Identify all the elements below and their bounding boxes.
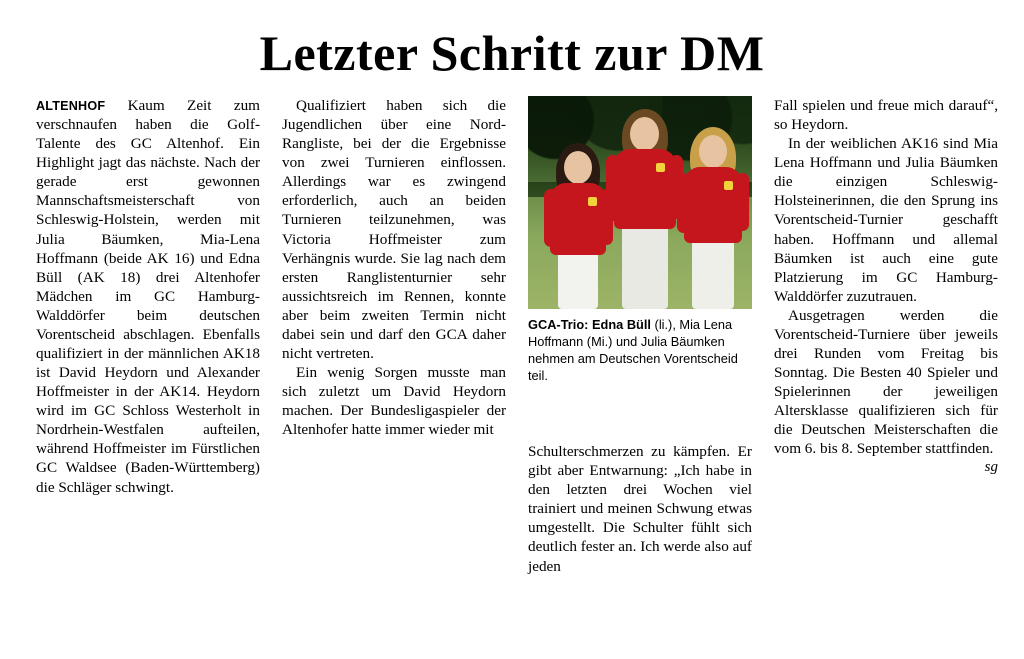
person-julia-baeumken [676, 125, 750, 309]
caption-spacer [528, 384, 752, 442]
photo-caption-lead: GCA-Trio: Edna Büll [528, 317, 651, 332]
article-photo [528, 96, 752, 309]
legs [692, 239, 734, 309]
author-signature: sg [984, 459, 998, 476]
column-1 [36, 96, 260, 576]
person-mia-lena-hoffmann [604, 109, 684, 309]
column-3 [528, 96, 752, 576]
head [699, 135, 727, 168]
legs [622, 225, 668, 309]
paragraph-1 [36, 96, 260, 497]
club-logo-icon [588, 197, 597, 206]
dateline: ALTENHOF [36, 99, 106, 113]
legs [558, 251, 598, 309]
photo-caption-rest: (li.), Mia Lena Hoffmann (Mi.) und Julia Bäumken nehmen am Deutschen Vorentscheid teil. [528, 317, 738, 384]
paragraph-7: Ausgetragen werden die Vorentscheid-Turniere über jeweils drei Runden vom Freitag bis Sonntag. Die Besten 40 Spieler und Spielerinnen der jeweiligen Altersklasse qualifizieren sich für die Deutschen Meisterschaften die vom 6. bis 8. September stattfinden. [774, 306, 998, 458]
torso [614, 149, 676, 229]
club-logo-icon [656, 163, 665, 172]
article-page [0, 25, 1024, 659]
club-logo-icon [724, 181, 733, 190]
torso [684, 167, 742, 243]
paragraph-4: Schulterschmerzen zu kämpfen. Er gibt aber Entwarnung: „Ich habe in den letzten drei Wochen viel trainiert und meinen Schwung etwas umgestellt. Die Schulter fühlt sich deutlich fester an. Ich werde also auf jeden [528, 443, 752, 575]
page-title: Letzter Schritt zur DM [259, 25, 765, 81]
column-2 [282, 96, 506, 576]
paragraph-1-text: Kaum Zeit zum verschnaufen haben die Golf-Talente des GC Altenhof. Ein Highlight jagt das nächste. Nach der gerade erst gewonnen Mannschaftsmeisterschaft von Schleswig-Holstein, werden mit Julia Bäumken, Mia-Lena Hoffmann (beide AK 16) und Edna Büll (AK 18) drei Altenhofer Mädchen im GC Hamburg-Walddörfer beim deutschen Vorentscheid abschlagen. Ebenfalls qualifiziert in der männlichen AK18 ist David Heydorn und Alexander Hoffmeister in der AK14. Heydorn wird im GC Schloss Westerholt in Nordrhein-Westfalen aufteilen, während Hoffmeister im Fürstlichen GC Waldsee (Baden-Württemberg) die Schläger schwingt. [36, 97, 260, 496]
head [630, 117, 659, 151]
paragraph-3: Ein wenig Sorgen musste man sich zuletzt um David Heydorn machen. Der Bundesligaspieler der Altenhofer hatte immer wieder mit [282, 364, 506, 439]
head [564, 151, 592, 184]
article-columns [0, 96, 1024, 576]
photo-caption [528, 316, 752, 384]
paragraph-5: Fall spielen und freue mich darauf“, so Heydorn. [774, 97, 998, 134]
paragraph-2: Qualifiziert haben sich die Jugendlichen über eine Nord-Rangliste, bei der die Ergebnisse von zwei Turnieren einflossen. Allerdings war es zwingend erforderlich, auch an beiden Turnieren teilzunehmen, was Victoria Hoffmeister zum Verhängnis wurde. Sie lag nach dem ersten Ranglistenturnier sehr aussichtsreich im Rennen, konnte aber beim zweiten Termin nicht dabei sein und darf den GCA daher nicht vertreten. [282, 97, 506, 363]
column-4 [774, 96, 998, 576]
paragraph-6: In der weiblichen AK16 sind Mia Lena Hoffmann und Julia Bäumken die einzigen Schleswig-Holsteinerinnen, die den Sprung ins Vorentscheid-Turnier geschafft haben. Hoffmann und allemal Bäumken ist auch eine gute Platzierung im GC Hamburg-Walddörfer zuzutrauen. [774, 135, 998, 305]
torso [550, 183, 606, 255]
